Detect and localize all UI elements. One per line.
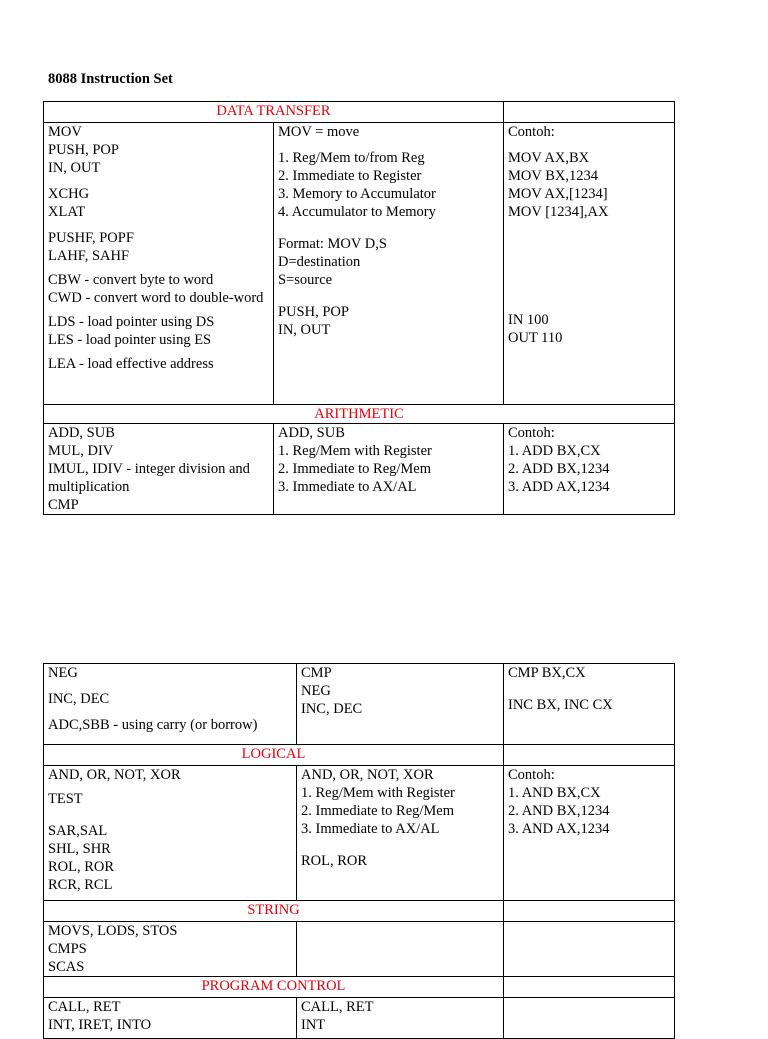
instruction-line: CWD - convert word to double-word [48,290,264,306]
description-line: 1. Reg/Mem with Register [301,785,455,801]
table-row [44,424,675,515]
section-header-row [44,102,675,123]
instruction-table-1 [43,101,675,515]
table-row [44,922,675,977]
section-header-arithmetic: ARITHMETIC [44,405,675,424]
description-line: D=destination [278,254,361,270]
instruction-line: INT, IRET, INTO [48,1017,152,1033]
empty-header-cell [504,102,675,123]
example-cell [504,998,675,1039]
example-line: Contoh: [508,425,555,441]
example-line: CMP BX,CX [508,665,586,681]
table-row [44,123,675,405]
example-cell [504,922,675,977]
instruction-line: IMUL, IDIV - integer division and multiplication [48,461,250,495]
example-line: Contoh: [508,124,555,140]
instruction-line: MOV [48,124,82,140]
description-line: 2. Immediate to Register [278,168,422,184]
example-line: INC BX, INC CX [508,697,613,713]
description-line: INC, DEC [301,701,363,717]
example-line: MOV [1234],AX [508,204,609,220]
section-header-string: STRING [44,901,504,922]
table-row [44,664,675,745]
description-line: S=source [278,272,333,288]
example-line: 3. ADD AX,1234 [508,479,610,495]
description-line: MOV = move [278,124,360,140]
description-line: ADD, SUB [278,425,345,441]
instruction-cell [44,922,297,977]
instruction-line: NEG [48,665,78,681]
instruction-line: AND, OR, NOT, XOR [48,767,181,783]
instruction-cell [44,424,274,515]
description-line: Format: MOV D,S [278,236,387,252]
instruction-line: RCR, RCL [48,877,113,893]
instruction-line: LES - load pointer using ES [48,332,212,348]
section-header-row [44,405,675,424]
description-line: NEG [301,683,331,699]
description-line: 1. Reg/Mem with Register [278,443,432,459]
instruction-line: LEA - load effective address [48,356,214,372]
instruction-line: SAR,SAL [48,823,108,839]
description-line: AND, OR, NOT, XOR [301,767,434,783]
instruction-line: TEST [48,791,83,807]
instruction-cell [44,664,297,745]
description-cell [274,424,504,515]
instruction-line: CBW - convert byte to word [48,272,214,288]
description-cell [274,123,504,405]
description-line: 4. Accumulator to Memory [278,204,436,220]
example-line: MOV AX,[1234] [508,186,608,202]
section-header-row [44,977,675,998]
description-line: 3. Immediate to AX/AL [301,821,440,837]
example-line: IN 100 [508,312,549,328]
description-cell [297,664,504,745]
example-line: MOV BX,1234 [508,168,598,184]
description-line: 1. Reg/Mem to/from Reg [278,150,425,166]
document-title: 8088 Instruction Set [48,71,173,87]
example-line: MOV AX,BX [508,150,590,166]
instruction-line: IN, OUT [48,160,101,176]
description-line: 2. Immediate to Reg/Mem [278,461,432,477]
table-row [44,766,675,901]
example-line: OUT 110 [508,330,563,346]
empty-header-cell [504,977,675,998]
description-cell [297,922,504,977]
instruction-line: MOVS, LODS, STOS [48,923,178,939]
example-line: 2. ADD BX,1234 [508,461,610,477]
section-header-data-transfer: DATA TRANSFER [44,102,504,123]
section-header-row [44,901,675,922]
instruction-cell [44,998,297,1039]
instruction-line: CMP [48,497,79,513]
instruction-line: PUSHF, POPF [48,230,134,246]
example-cell [504,123,675,405]
description-cell [297,766,504,901]
table-row [44,998,675,1039]
instruction-line: CMPS [48,941,87,957]
example-cell [504,424,675,515]
description-line: 3. Memory to Accumulator [278,186,436,202]
empty-header-cell [504,901,675,922]
description-line: PUSH, POP [278,304,349,320]
instruction-line: LDS - load pointer using DS [48,314,215,330]
instruction-line: LAHF, SAHF [48,248,130,264]
empty-header-cell [504,745,675,766]
instruction-line: ROL, ROR [48,859,115,875]
description-line: CMP [301,665,332,681]
example-line: 2. AND BX,1234 [508,803,610,819]
description-line: CALL, RET [301,999,374,1015]
instruction-line: ADC,SBB - using carry (or borrow) [48,717,258,733]
description-cell [297,998,504,1039]
instruction-line: CALL, RET [48,999,121,1015]
section-header-program-control: PROGRAM CONTROL [44,977,504,998]
description-line: INT [301,1017,326,1033]
instruction-line: SCAS [48,959,85,975]
section-header-row [44,745,675,766]
example-line: 3. AND AX,1234 [508,821,610,837]
instruction-line: ADD, SUB [48,425,115,441]
instruction-line: MUL, DIV [48,443,114,459]
description-line: 3. Immediate to AX/AL [278,479,417,495]
instruction-line: XCHG [48,186,90,202]
example-line: 1. AND BX,CX [508,785,601,801]
instruction-line: INC, DEC [48,691,110,707]
example-cell [504,766,675,901]
instruction-line: PUSH, POP [48,142,119,158]
example-line: Contoh: [508,767,555,783]
instruction-line: SHL, SHR [48,841,111,857]
description-line: ROL, ROR [301,853,368,869]
instruction-line: XLAT [48,204,86,220]
description-line: 2. Immediate to Reg/Mem [301,803,455,819]
instruction-cell [44,766,297,901]
instruction-table-2 [43,663,675,1039]
example-line: 1. ADD BX,CX [508,443,601,459]
section-header-logical: LOGICAL [44,745,504,766]
example-cell [504,664,675,745]
description-line: IN, OUT [278,322,331,338]
instruction-cell [44,123,274,405]
